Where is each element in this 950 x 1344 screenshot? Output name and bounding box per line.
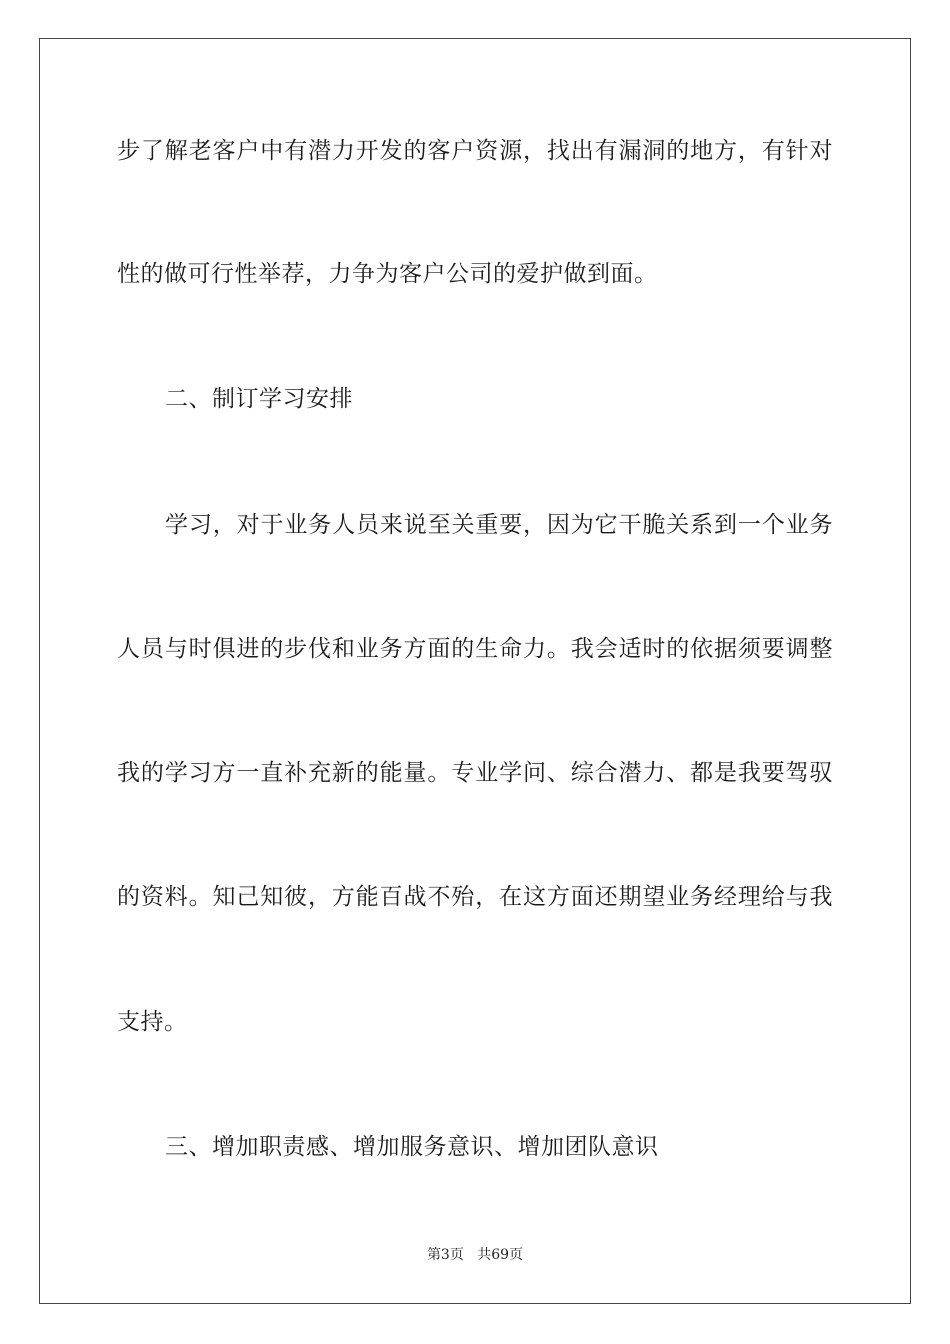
page-footer — [0, 1246, 950, 1264]
page-border — [39, 38, 911, 1304]
body-text-line: 人员与时俱进的步伐和业务方面的生命力。我会适时的依据须要调整 — [117, 636, 833, 662]
section-heading: 三、增加职责感、增加服务意识、增加团队意识 — [165, 1134, 659, 1160]
total-pages: 共69页 — [477, 1247, 524, 1263]
page-number: 第3页 — [426, 1247, 464, 1263]
section-heading: 二、制订学习安排 — [165, 386, 353, 412]
body-text-line: 性的做可行性举荐，力争为客户公司的爱护做到面。 — [117, 261, 658, 287]
body-text-line: 学习，对于业务人员来说至关重要，因为它干脆关系到一个业务 — [165, 512, 833, 538]
body-text-line: 步了解老客户中有潜力开发的客户资源，找出有漏洞的地方，有针对 — [117, 138, 833, 164]
body-text-line: 支持。 — [117, 1009, 188, 1035]
body-text-line: 的资料。知己知彼，方能百战不殆，在这方面还期望业务经理给与我 — [117, 884, 833, 910]
body-text-line: 我的学习方一直补充新的能量。专业学问、综合潜力、都是我要驾驭 — [117, 760, 833, 786]
